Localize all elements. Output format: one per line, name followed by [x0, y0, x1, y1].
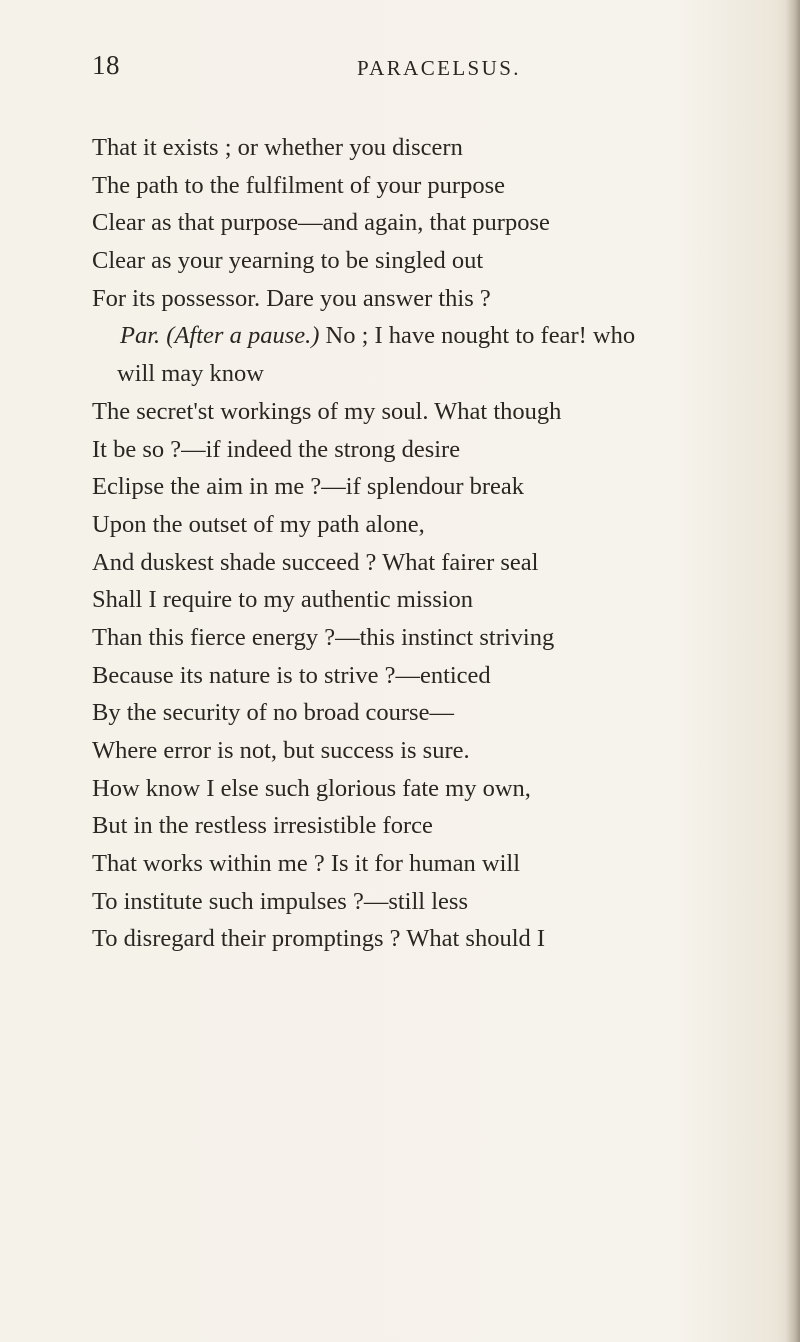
speech-line: [92, 317, 797, 355]
stage-direction: (After a pause.): [166, 322, 320, 350]
verse-line: To disregard their promptings ? What should I: [92, 925, 546, 953]
running-head: PARACELSUS.: [357, 56, 521, 80]
verse-continuation: will may know: [117, 360, 264, 388]
verse-line: How know I else such glorious fate my own,: [92, 774, 531, 802]
verse-line: Clear as your yearning to be singled out: [92, 247, 484, 275]
verse-line: Upon the outset of my path alone,: [92, 510, 425, 538]
speaker-name: Par.: [120, 322, 161, 350]
verse-line: Than this fierce energy ?—this instinct striving: [92, 623, 555, 651]
verse-line: That it exists ; or whether you discern: [92, 134, 463, 161]
verse-line: Eclipse the aim in me ?—if splendour break: [92, 473, 525, 501]
verse-line: The path to the fulfilment of your purpose: [92, 171, 505, 199]
verse-line: It be so ?—if indeed the strong desire: [92, 435, 461, 463]
verse-line: Because its nature is to strive ?—enticed: [92, 661, 491, 689]
verse-line: To institute such impulses ?—still less: [92, 887, 468, 915]
page-number: 18: [92, 50, 120, 80]
verse-line: Shall I require to my authentic mission: [92, 586, 474, 614]
verse-line: That works within me ? Is it for human will: [92, 850, 520, 878]
verse-line: For its possessor. Dare you answer this ?: [92, 284, 491, 312]
verse-line: And duskest shade succeed ? What fairer seal: [92, 548, 539, 576]
verse-line: But in the restless irresistible force: [92, 812, 433, 840]
verse-line: By the security of no broad course—: [92, 699, 454, 727]
verse-line: The secret'st workings of my soul. What though: [92, 397, 562, 425]
verse-line: Clear as that purpose—and again, that purpose: [92, 209, 550, 237]
speech-text: No ; I have nought to fear! who: [325, 322, 636, 350]
poem-text: [92, 129, 797, 958]
verse-line: Where error is not, but success is sure.: [92, 737, 470, 764]
